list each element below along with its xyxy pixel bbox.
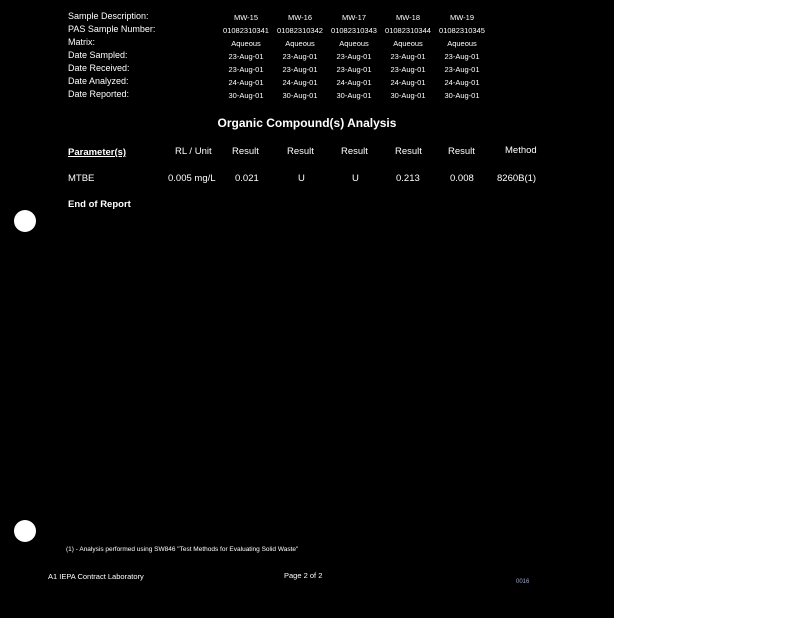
matrix-value: Aqueous: [285, 39, 315, 48]
date-received-value: 23-Aug-01: [228, 65, 264, 74]
matrix-label: Matrix:: [68, 37, 95, 47]
sample-description-value: MW-15: [233, 13, 259, 22]
rl-unit-value: 0.005 mg/L: [168, 173, 216, 184]
result-value: 0.021: [235, 173, 259, 184]
sample-description-label: Sample Description:: [68, 11, 149, 21]
date-received-value: 23-Aug-01: [282, 65, 318, 74]
date-analyzed-value: 24-Aug-01: [228, 78, 264, 87]
method-value: 8260B(1): [497, 173, 537, 184]
header-result-2: Result: [287, 146, 314, 157]
date-reported-label: Date Reported:: [68, 89, 130, 99]
date-analyzed-label: Date Analyzed:: [68, 76, 129, 86]
sample-description-value: MW-16: [287, 13, 313, 22]
date-sampled-value: 23-Aug-01: [336, 52, 372, 61]
page-code: 0016: [516, 579, 530, 585]
date-sampled-value: 23-Aug-01: [228, 52, 264, 61]
parameter-name: MTBE: [68, 173, 95, 184]
date-received-value: 23-Aug-01: [444, 65, 480, 74]
sample-description-value: MW-18: [395, 13, 421, 22]
date-sampled-value: 23-Aug-01: [390, 52, 426, 61]
header-result-5: Result: [448, 146, 475, 157]
matrix-value: Aqueous: [447, 39, 477, 48]
date-received-label: Date Received:: [68, 63, 130, 73]
header-rl-unit: RL / Unit: [175, 146, 212, 157]
pas-sample-number-row: [68, 23, 548, 36]
pas-sample-number-label: PAS Sample Number:: [68, 24, 156, 34]
sample-description-value: MW-17: [341, 13, 367, 22]
date-received-value: 23-Aug-01: [336, 65, 372, 74]
header-result-1: Result: [232, 146, 259, 157]
date-reported-value: 30-Aug-01: [444, 91, 480, 100]
date-sampled-row: [68, 49, 548, 62]
date-sampled-value: 23-Aug-01: [282, 52, 318, 61]
date-analyzed-value: 24-Aug-01: [282, 78, 318, 87]
matrix-value: Aqueous: [231, 39, 261, 48]
date-sampled-value: 23-Aug-01: [444, 52, 480, 61]
pas-sample-number-value: 01082310343: [331, 26, 377, 35]
date-reported-value: 30-Aug-01: [228, 91, 264, 100]
date-analyzed-row: [68, 75, 548, 88]
result-value: U: [298, 173, 305, 184]
result-value: U: [352, 173, 359, 184]
date-reported-row: [68, 88, 548, 101]
date-analyzed-value: 24-Aug-01: [390, 78, 426, 87]
punch-hole: [14, 210, 36, 232]
matrix-value: Aqueous: [339, 39, 369, 48]
date-received-value: 23-Aug-01: [390, 65, 426, 74]
matrix-row: [68, 36, 548, 49]
header-result-4: Result: [395, 146, 422, 157]
date-analyzed-value: 24-Aug-01: [336, 78, 372, 87]
laboratory-name: A1 IEPA Contract Laboratory: [48, 572, 144, 581]
result-value: 0.008: [450, 173, 474, 184]
date-analyzed-value: 24-Aug-01: [444, 78, 480, 87]
punch-hole: [14, 520, 36, 542]
date-received-row: [68, 62, 548, 75]
sample-description-row: [68, 10, 548, 23]
end-of-report: End of Report: [68, 199, 131, 210]
date-sampled-label: Date Sampled:: [68, 50, 128, 60]
result-value: 0.213: [396, 173, 420, 184]
matrix-value: Aqueous: [393, 39, 423, 48]
sample-description-value: MW-19: [449, 13, 475, 22]
header-method: Method: [505, 145, 537, 156]
method-footnote: (1) - Analysis performed using SW846 "Test Methods for Evaluating Solid Waste": [66, 546, 299, 553]
page-number: Page 2 of 2: [284, 571, 323, 580]
pas-sample-number-value: 01082310345: [439, 26, 485, 35]
header-result-3: Result: [341, 146, 368, 157]
date-reported-value: 30-Aug-01: [336, 91, 372, 100]
date-reported-value: 30-Aug-01: [282, 91, 318, 100]
section-title: Organic Compound(s) Analysis: [217, 116, 397, 130]
pas-sample-number-value: 01082310344: [385, 26, 431, 35]
pas-sample-number-value: 01082310342: [277, 26, 323, 35]
header-parameter: Parameter(s): [68, 147, 127, 158]
pas-sample-number-value: 01082310341: [223, 26, 269, 35]
date-reported-value: 30-Aug-01: [390, 91, 426, 100]
